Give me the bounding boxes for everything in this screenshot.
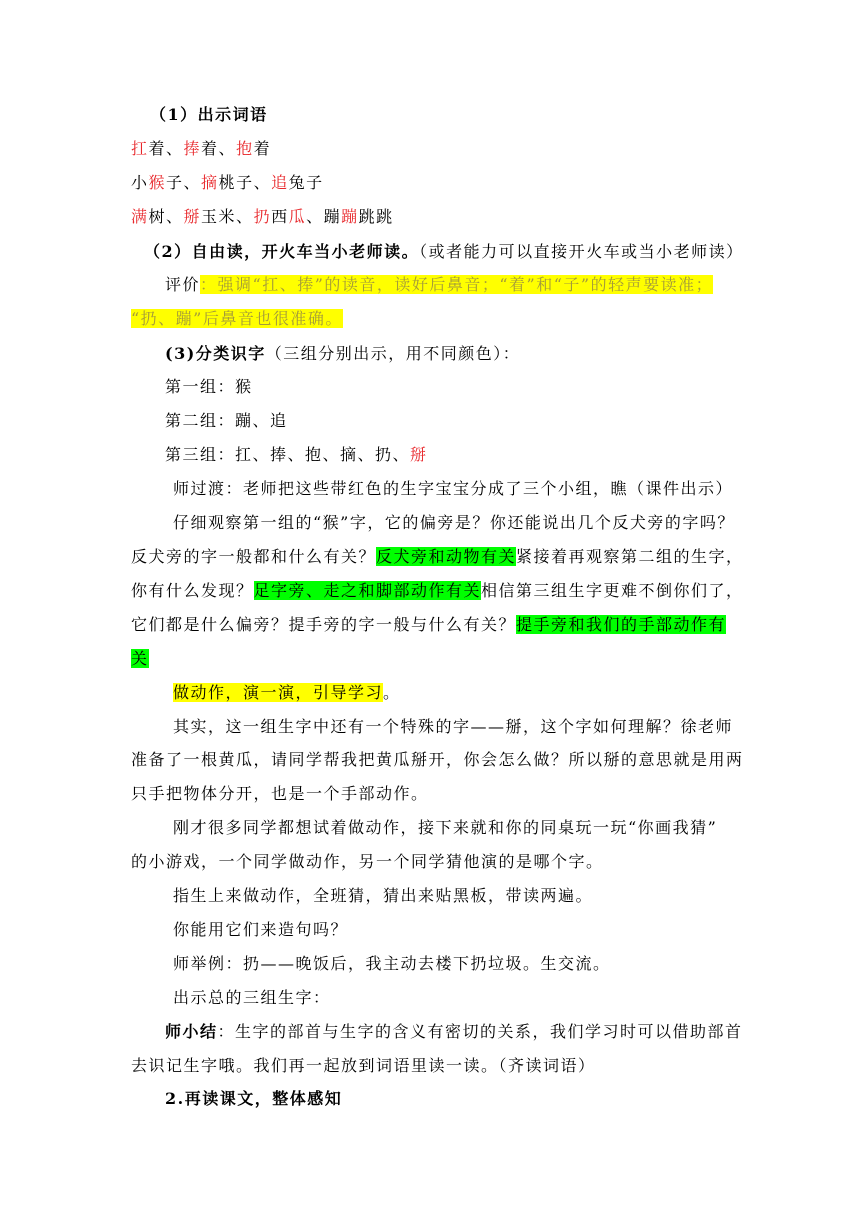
special-line-2: 准备了一根黄瓜，请同学帮我把黄瓜掰开，你会怎么做？所以掰的意思就是用两 bbox=[131, 750, 744, 769]
summary-line-2: 去识记生字哦。我们再一起放到词语里读一读。（齐读词语） bbox=[131, 1056, 596, 1075]
observe-line-3: 你有什么发现？足字旁、走之和脚部动作有关相信第三组生字更难不倒你们了， bbox=[131, 581, 744, 600]
game-line-2: 的小游戏，一个同学做动作，另一个同学猜他演的是哪个字。 bbox=[131, 852, 604, 871]
red-char: 瓜 bbox=[288, 207, 307, 226]
act-it-out: 做动作，演一演，引导学习。 bbox=[173, 683, 401, 702]
group-1: 第一组：猴 bbox=[165, 377, 253, 396]
group-2: 第二组：蹦、追 bbox=[165, 411, 288, 430]
red-char: 蹦 bbox=[341, 207, 359, 226]
group-3: 第三组：扛、捧、抱、摘、扔、掰 bbox=[165, 445, 428, 464]
red-char: 满 bbox=[131, 207, 149, 226]
red-char: 捧 bbox=[183, 139, 202, 158]
heading-reread: 2.再读课文，整体感知 bbox=[165, 1089, 343, 1108]
highlight-yellow: “扔、蹦”后鼻音也很准确。 bbox=[131, 309, 343, 328]
heading-show-words: （1）出示词语 bbox=[150, 105, 268, 124]
show-groups-line: 出示总的三组生字： bbox=[173, 988, 331, 1007]
red-char: 扔 bbox=[253, 207, 272, 226]
highlight-green: 足字旁、走之和脚部动作有关 bbox=[253, 581, 482, 600]
sentence-line: 你能用它们来造句吗？ bbox=[173, 920, 349, 939]
paragraph-classify: (3)分类识字（三组分别出示，用不同颜色）： bbox=[165, 344, 521, 363]
example-line: 师举例：扔——晚饭后，我主动去楼下扔垃圾。生交流。 bbox=[173, 954, 611, 973]
perform-line: 指生上来做动作，全班猜，猜出来贴黑板，带读两遍。 bbox=[173, 886, 594, 905]
red-char: 掰 bbox=[410, 445, 428, 464]
evaluation-line-2 bbox=[131, 305, 343, 333]
highlight-green: 反犬旁和动物有关 bbox=[376, 547, 517, 566]
highlight-yellow: ：强调“扛、捧”的读音，读好后鼻音；“着”和“子”的轻声要读准； bbox=[200, 275, 714, 294]
word-row-1: 扛着、捧着、抱着 bbox=[131, 139, 272, 158]
observe-line-2: 反犬旁的字一般都和什么有关？反犬旁和动物有关紧接着再观察第二组的生字， bbox=[131, 547, 744, 566]
observe-line-1: 仔细观察第一组的“猴”字，它的偏旁是？你还能说出几个反犬旁的字吗？ bbox=[173, 513, 735, 532]
special-line-3: 只手把物体分开，也是一个手部动作。 bbox=[131, 784, 429, 803]
red-char: 摘 bbox=[201, 173, 219, 192]
highlight-yellow: 做动作，演一演，引导学习 bbox=[173, 683, 384, 702]
red-char: 追 bbox=[271, 173, 289, 192]
evaluation-line-1: 评价：强调“扛、捧”的读音，读好后鼻音；“着”和“子”的轻声要读准； bbox=[165, 275, 714, 294]
red-char: 猴 bbox=[148, 173, 167, 192]
paragraph-free-reading: （2）自由读，开火车当小老师读。（或者能力可以直接开火车或当小老师读） bbox=[144, 242, 744, 261]
summary-line-1: 师小结：生字的部首与生字的含义有密切的关系，我们学习时可以借助部首 bbox=[165, 1022, 743, 1041]
game-line-1: 刚才很多同学都想试着做动作，接下来就和你的同桌玩一玩“你画我猜” bbox=[173, 818, 718, 837]
observe-line-5 bbox=[131, 645, 149, 673]
word-row-2: 小猴子、摘桃子、追兔子 bbox=[131, 173, 324, 192]
teacher-transition: 师过渡：老师把这些带红色的生字宝宝分成了三个小组，瞧（课件出示） bbox=[173, 479, 734, 498]
red-char: 抱 bbox=[236, 139, 254, 158]
word-row-3: 满树、掰玉米、扔西瓜、蹦蹦跳跳 bbox=[131, 207, 394, 226]
red-char: 掰 bbox=[183, 207, 202, 226]
special-line-1: 其实，这一组生字中还有一个特殊的字——掰，这个字如何理解？徐老师 bbox=[173, 717, 734, 736]
red-char: 扛 bbox=[131, 139, 149, 158]
highlight-green: 关 bbox=[131, 649, 149, 668]
observe-line-4: 它们都是什么偏旁？提手旁的字一般与什么有关？提手旁和我们的手部动作有 bbox=[131, 615, 727, 634]
highlight-green: 提手旁和我们的手部动作有 bbox=[516, 615, 727, 634]
